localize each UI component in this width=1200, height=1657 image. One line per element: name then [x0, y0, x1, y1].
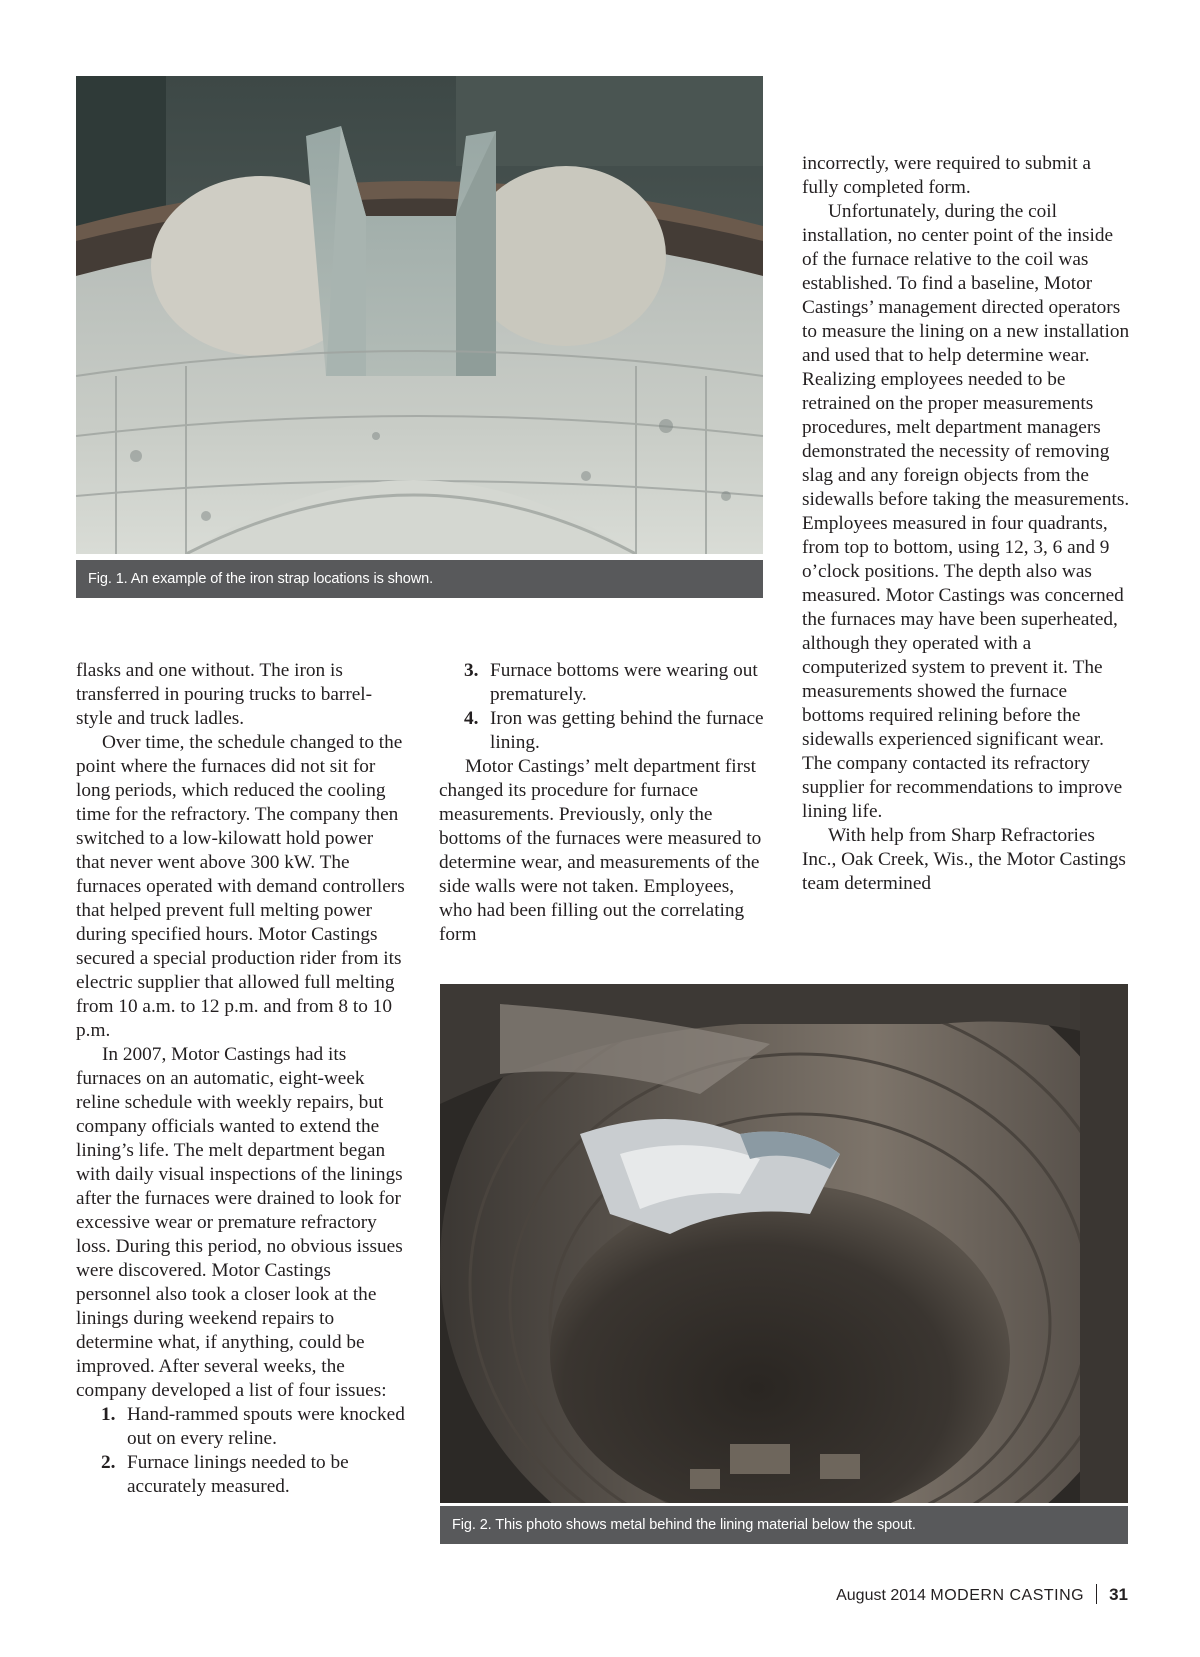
list-number: 1. — [101, 1404, 116, 1425]
furnace-top-photo — [76, 76, 763, 554]
page-number: 31 — [1109, 1585, 1128, 1604]
list-text: Furnace linings needed to be accurately measured. — [127, 1452, 349, 1497]
issues-list — [439, 659, 769, 755]
list-item — [76, 1403, 406, 1451]
article-column-3 — [802, 152, 1132, 896]
list-number: 4. — [464, 708, 479, 729]
issues-list — [76, 1403, 406, 1499]
paragraph: Over time, the schedule changed to the point where the furnaces did not sit for long periods, which reduced the cooling time for the refractory. The company then switched to a low-kilowatt hold power that never went above 300 kW. The furnaces operated with demand controllers that helped prevent full melting power during specified hours. Motor Castings secured a special production rider from its electric supplier that allowed full melting from 10 a.m. to 12 p.m. and from 8 to 10 p.m. — [76, 732, 405, 1041]
figure-1-caption: Fig. 1. An example of the iron strap locations is shown. — [76, 560, 763, 598]
paragraph: flasks and one without. The iron is transferred in pouring trucks to barrel-style and truck ladles. — [76, 660, 373, 729]
list-item — [439, 659, 769, 707]
paragraph: incorrectly, were required to submit a fully completed form. — [802, 153, 1091, 198]
figure-1 — [76, 76, 763, 598]
issue-date: August 2014 — [836, 1587, 926, 1604]
list-number: 2. — [101, 1452, 116, 1473]
list-text: Furnace bottoms were wearing out prematurely. — [490, 660, 758, 705]
list-text: Iron was getting behind the furnace lining. — [490, 708, 764, 753]
magazine-name: MODERN CASTING — [930, 1587, 1085, 1604]
figure-2-caption: Fig. 2. This photo shows metal behind the lining material below the spout. — [440, 1506, 1128, 1544]
article-column-1 — [76, 659, 406, 1499]
figure-2 — [440, 984, 1128, 1544]
footer-divider — [1096, 1584, 1097, 1604]
article-column-2 — [439, 659, 769, 947]
paragraph: Motor Castings’ melt department first changed its procedure for furnace measurements. Previously, only the bottoms of the furnaces were measured to determine wear, and measurements of the side walls were not taken. Employees, who had been filling out the correlating form — [439, 756, 762, 945]
page-footer — [836, 1583, 1128, 1607]
list-item — [439, 707, 769, 755]
furnace-interior-photo — [440, 984, 1128, 1503]
list-text: Hand-rammed spouts were knocked out on every reline. — [127, 1404, 405, 1449]
paragraph: In 2007, Motor Castings had its furnaces on an automatic, eight-week reline schedule with weekly repairs, but company officials wanted to extend the lining’s life. The melt department began with daily visual inspections of the linings after the furnaces were drained to look for excessive wear or premature refractory loss. During this period, no obvious issues were discovered. Motor Castings personnel also took a closer look at the linings during weekend repairs to determine what, if anything, could be improved. After several weeks, the company developed a list of four issues: — [76, 1044, 403, 1401]
paragraph: Unfortunately, during the coil installation, no center point of the inside of the furnace relative to the coil was established. To find a baseline, Motor Castings’ management directed operators to measure the lining on a new installation and used that to help determine wear. Realizing employees needed to be retrained on the proper measurements procedures, melt department managers demonstrated the necessity of removing slag and any foreign objects from the sidewalls before taking the measurements. Employees measured in four quadrants, from top to bottom, using 12, 3, 6 and 9 o’clock positions. The depth also was measured. Motor Castings was concerned the furnaces may have been superheated, although they operated with a computerized system to prevent it. The measurements showed the furnace bottoms required relining before the sidewalls experienced significant wear. The company contacted its refractory supplier for recommendations to improve lining life. — [802, 201, 1130, 822]
list-number: 3. — [464, 660, 479, 681]
paragraph: With help from Sharp Refractories Inc., Oak Creek, Wis., the Motor Castings team determined — [802, 825, 1126, 894]
list-item — [76, 1451, 406, 1499]
